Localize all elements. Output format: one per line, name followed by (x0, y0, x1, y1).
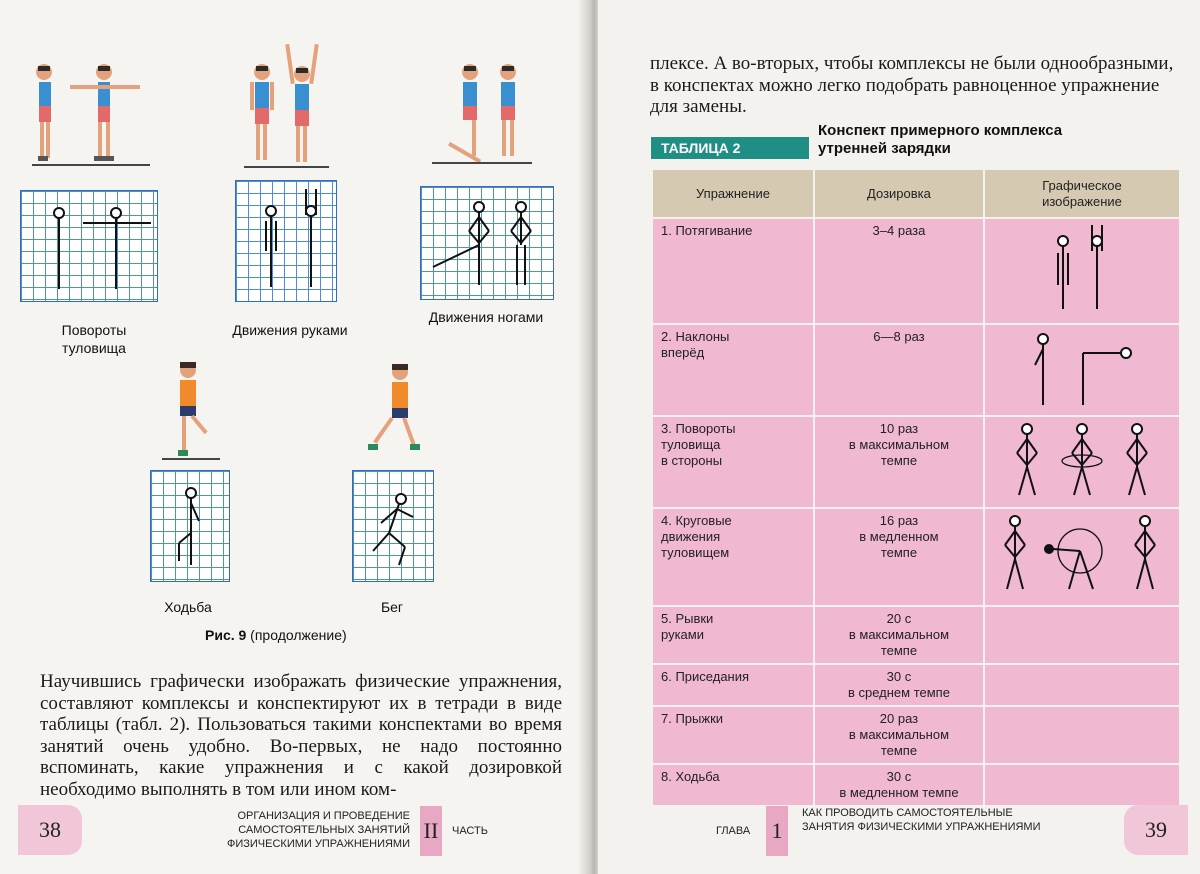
stick-figure-bending (985, 325, 1179, 411)
graphic-cell (984, 606, 1180, 664)
dose-cell: 30 с в среднем темпе (814, 664, 984, 706)
figure-illustration-legs (428, 58, 538, 170)
footer-chapter-title: КАК ПРОВОДИТЬ САМОСТОЯТЕЛЬНЫЕ ЗАНЯТИЯ ФИЗИЧЕСКИМИ УПРАЖНЕНИЯМИ (802, 807, 1041, 833)
exercise-cell: 4. Круговые движения туловищем (652, 508, 814, 606)
exercise-cell: 5. Рывки руками (652, 606, 814, 664)
stick-figure-stretching (985, 219, 1179, 319)
table-row (652, 416, 1180, 508)
label-walking: Ходьба (164, 599, 212, 615)
figure-illustration-arms (240, 42, 335, 170)
footer-part-label: ЧАСТЬ (452, 825, 488, 837)
graphic-cell (984, 324, 1180, 416)
figure-caption-text: (продолжение) (246, 627, 347, 643)
footer-section-title: ОРГАНИЗАЦИЯ И ПРОВЕДЕНИЕ САМОСТОЯТЕЛЬНЫХ ЗАНЯТИЙ ФИЗИЧЕСКИМИ УПРАЖНЕНИЯМИ (226, 810, 410, 850)
table-header-row (652, 169, 1180, 218)
exercise-cell: 1. Потягивание (652, 218, 814, 324)
table-row (652, 764, 1180, 806)
table-row (652, 606, 1180, 664)
header-dose: Дозировка (814, 169, 984, 218)
graphic-cell (984, 416, 1180, 508)
header-exercise: Упражнение (652, 169, 814, 218)
table-row (652, 508, 1180, 606)
grid-arms (235, 180, 337, 302)
dose-cell: 16 раз в медленном темпе (814, 508, 984, 606)
exercise-table (651, 168, 1181, 807)
exercise-cell: 7. Прыжки (652, 706, 814, 764)
page-number-left: 38 (18, 805, 82, 855)
figure-illustration-turning (28, 58, 158, 170)
footer-chapter-label: ГЛАВА (716, 825, 751, 837)
dose-cell: 20 раз в максимальном темпе (814, 706, 984, 764)
table-row (652, 664, 1180, 706)
exercise-cell: 3. Повороты туловища в стороны (652, 416, 814, 508)
table-row (652, 218, 1180, 324)
left-page (0, 0, 590, 874)
page-number-right: 39 (1124, 805, 1188, 855)
grid-running (352, 470, 434, 582)
grid-legs (420, 186, 554, 300)
grid-turning (20, 190, 158, 302)
figure-caption-number: Рис. 9 (205, 627, 247, 643)
graphic-cell (984, 218, 1180, 324)
exercise-cell: 8. Ходьба (652, 764, 814, 806)
dose-cell: 30 с в медленном темпе (814, 764, 984, 806)
left-body-text: Научившись графически изображать физические упражнения, составляют комплексы и конспектируют их в тетради в виде таблицы (табл. 2). Пользоваться такими конспектами во время занятий очень удобно. Во-первых, не надо постоянно вспоминать, какие упражнения и с какой дозировкой необходимо выполнять в том или ином ком- (40, 671, 562, 800)
header-graphic: Графическое изображение (984, 169, 1180, 218)
label-turning: Повороты туловища (61, 322, 127, 356)
footer-part-number: II (420, 806, 442, 856)
graphic-cell (984, 706, 1180, 764)
stick-figure-turning (985, 417, 1179, 503)
figure-caption (205, 627, 347, 643)
table-title: Конспект примерного комплекса утренней зарядки (818, 122, 1063, 157)
graphic-cell (984, 664, 1180, 706)
dose-cell: 20 с в максимальном темпе (814, 606, 984, 664)
label-arms: Движения руками (232, 322, 348, 338)
table-row (652, 706, 1180, 764)
table-label: ТАБЛИЦА 2 (651, 137, 809, 159)
label-legs: Движения ногами (428, 309, 544, 325)
figure-illustration-walking (160, 358, 224, 462)
exercise-cell: 6. Приседания (652, 664, 814, 706)
graphic-cell (984, 508, 1180, 606)
figure-illustration-running (360, 360, 430, 460)
footer-chapter-number: 1 (766, 806, 788, 856)
right-body-text: плексе. А во-вторых, чтобы комплексы не были однообразными, в конспектах можно легко подобрать равноценное упражнение для замены. (650, 53, 1174, 117)
grid-walking (150, 470, 230, 582)
label-running: Бег (380, 599, 404, 615)
dose-cell: 3–4 раза (814, 218, 984, 324)
stick-figure-circular (985, 509, 1179, 601)
exercise-cell: 2. Наклоны вперёд (652, 324, 814, 416)
dose-cell: 6—8 раз (814, 324, 984, 416)
graphic-cell (984, 764, 1180, 806)
dose-cell: 10 раз в максимальном темпе (814, 416, 984, 508)
table-row (652, 324, 1180, 416)
